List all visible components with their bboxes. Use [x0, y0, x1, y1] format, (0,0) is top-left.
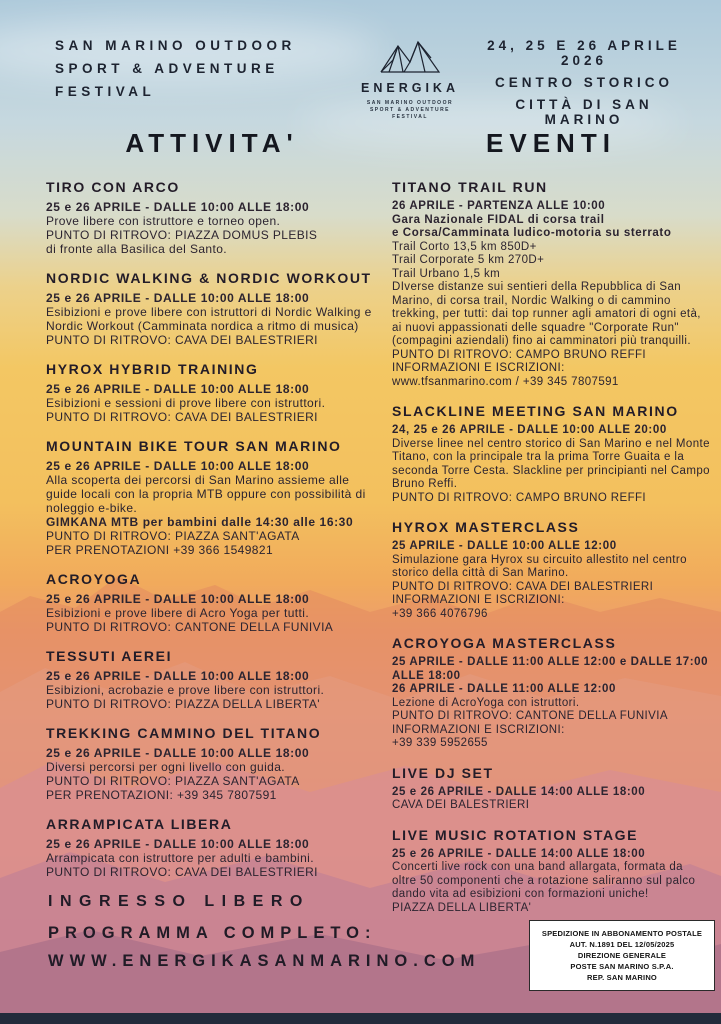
- logo: [345, 38, 475, 134]
- logo-tagline-line: SAN MARINO OUTDOOR: [366, 100, 454, 106]
- section-line: Trail Corporate 5 km 270D+: [392, 254, 545, 266]
- section-line: Concerti live rock con una band allargata, formata da oltre 50 componenti che a rotazione saliranno sul palco dando vita ad esibizioni con formazioni uniche!: [392, 861, 696, 900]
- section-line: 25 e 26 APRILE - DALLE 10:00 ALLE 18:00: [46, 592, 310, 606]
- section-body: [46, 291, 378, 347]
- section-line: 25 e 26 APRILE - DALLE 10:00 ALLE 18:00: [46, 291, 310, 305]
- section-line: 25 e 26 APRILE - DALLE 14:00 ALLE 18:00: [392, 785, 646, 798]
- section-body: [392, 424, 710, 505]
- section-line: 26 APRILE - PARTENZA ALLE 10:00: [392, 200, 606, 212]
- section-line: PUNTO DI RITROVO: CAVA DEI BALESTRIERI: [46, 410, 318, 424]
- events-column: [392, 128, 710, 929]
- section-body: [46, 200, 378, 256]
- section-line: INFORMAZIONI E ISCRIZIONI:: [392, 594, 565, 606]
- section-line: di fronte alla Basilica del Santo.: [46, 242, 228, 256]
- postal-line: SPEDIZIONE IN ABBONAMENTO POSTALE: [541, 929, 703, 938]
- section: [46, 816, 378, 879]
- section-line: 25 e 26 APRILE - DALLE 10:00 ALLE 18:00: [46, 200, 310, 214]
- postal-line: REP. SAN MARINO: [587, 973, 657, 982]
- section-body: [392, 200, 710, 389]
- section-line: Diversi percorsi per ogni livello con guida.: [46, 760, 286, 774]
- section-line: Trail Urbano 1,5 km: [392, 267, 501, 280]
- header-title-line: FESTIVAL: [55, 84, 156, 99]
- section-line: Esibizioni e prove libere di Acro Yoga per tutti.: [46, 606, 310, 620]
- section-body: [46, 459, 378, 557]
- section-line: Simulazione gara Hyrox su circuito allestito nel centro storico della città di San Marino.: [392, 553, 687, 579]
- section: [46, 361, 378, 424]
- postal-authorization-box: [529, 920, 715, 991]
- section-line: e Corsa/Camminata ludico-motoria su sterrato: [392, 227, 672, 239]
- event-info-line: CITTÀ DI SAN MARINO: [515, 97, 653, 127]
- section: [46, 270, 378, 347]
- event-info-line: CENTRO STORICO: [494, 75, 673, 90]
- section-title: TITANO TRAIL RUN: [392, 179, 548, 195]
- free-entry-text: INGRESSO LIBERO: [48, 893, 310, 910]
- header: [0, 38, 721, 134]
- logo-tagline-line: SPORT & ADVENTURE: [369, 107, 451, 113]
- section-body: [46, 746, 378, 802]
- activities-sections: [46, 179, 378, 879]
- section-title: SLACKLINE MEETING SAN MARINO: [392, 403, 679, 419]
- section-line: www.tfsanmarino.com / +39 345 7807591: [392, 375, 619, 388]
- section-line: PUNTO DI RITROVO: PIAZZA SANT'AGATA: [46, 529, 300, 543]
- section-line: +39 339 5952655: [392, 737, 488, 749]
- postal-line: DIREZIONE GENERALE: [577, 951, 667, 960]
- section-line: 25 e 26 APRILE - DALLE 10:00 ALLE 18:00: [46, 746, 310, 760]
- logo-tagline-line: FESTIVAL: [392, 114, 428, 120]
- section-line: 25 e 26 APRILE - DALLE 10:00 ALLE 18:00: [46, 837, 310, 851]
- section-line: Trail Corto 13,5 km 850D+: [392, 240, 537, 253]
- activities-column: [46, 128, 378, 893]
- section: [46, 179, 378, 256]
- section-line: PUNTO DI RITROVO: CANTONE DELLA FUNIVIA: [46, 620, 334, 634]
- section-line: GIMKANA MTB per bambini dalle 14:30 alle 16:30: [46, 515, 354, 529]
- section-line: 25 e 26 APRILE - DALLE 10:00 ALLE 18:00: [46, 382, 310, 396]
- section-body: [392, 786, 710, 813]
- section: [46, 725, 378, 802]
- section-line: Alla scoperta dei percorsi di San Marino assieme alle guide locali con la propria MTB oppure con possibilità di noleggio e-bike.: [46, 473, 366, 515]
- section-line: PUNTO DI RITROVO: PIAZZA DELLA LIBERTA': [46, 697, 320, 711]
- postal-line: POSTE SAN MARINO S.P.A.: [570, 962, 674, 971]
- section-title: NORDIC WALKING & NORDIC WORKOUT: [46, 270, 372, 286]
- mountain-logo-icon: [345, 38, 475, 78]
- section-line: Arrampicata con istruttore per adulti e bambini.: [46, 851, 314, 865]
- section-line: 25 APRILE - DALLE 11:00 ALLE 12:00 e DALLE 17:00 ALLE 18:00: [392, 656, 709, 682]
- postal-line: AUT. N.1891 DEL 12/05/2025: [569, 940, 675, 949]
- section-line: DIverse distanze sui sentieri della Repubblica di San Marino, di corsa trail, Nordic Walking o di cammino trekking, per tutti: dai top runner agli amatori di ogni età, ai nuovi appassionati delle squadre "Corporate Run" (compagini aziendali) fino ai camminatori più tranquilli.: [392, 281, 701, 347]
- section-title: MOUNTAIN BIKE TOUR SAN MARINO: [46, 438, 342, 454]
- section-title: TREKKING CAMMINO DEL TITANO: [46, 725, 322, 741]
- full-program-text: PROGRAMMA COMPLETO:: [48, 924, 377, 942]
- section-line: Prove libere con istruttore e torneo open.: [46, 214, 281, 228]
- section: [392, 635, 710, 751]
- section-line: Esibizioni e prove libere con istruttori di Nordic Walking e Nordic Workout (Camminata nordica a ritmo di musica): [46, 305, 372, 333]
- section-line: INFORMAZIONI E ISCRIZIONI:: [392, 723, 565, 736]
- events-heading: EVENTI: [486, 128, 616, 158]
- section-title: ACROYOGA: [46, 571, 142, 587]
- section-line: 25 e 26 APRILE - DALLE 10:00 ALLE 18:00: [46, 459, 310, 473]
- section-line: 25 APRILE - DALLE 10:00 ALLE 12:00: [392, 540, 617, 552]
- section-title: TIRO CON ARCO: [46, 179, 180, 195]
- section: [46, 438, 378, 557]
- section-line: PUNTO DI RITROVO: CAVA DEI BALESTRIERI: [46, 865, 318, 879]
- section: [392, 179, 710, 389]
- section-line: PER PRENOTAZIONI: +39 345 7807591: [46, 788, 277, 802]
- section-line: PUNTO DI RITROVO: CANTONE DELLA FUNIVIA: [392, 710, 668, 722]
- section-body: [392, 656, 710, 751]
- section: [392, 519, 710, 621]
- section-line: PUNTO DI RITROVO: CAMPO BRUNO REFFI: [392, 491, 647, 504]
- section-title: TESSUTI AEREI: [46, 648, 173, 664]
- section-line: +39 366 4076796: [392, 607, 488, 620]
- footer: [48, 893, 568, 971]
- section-line: PUNTO DI RITROVO: PIAZZA SANT'AGATA: [46, 774, 300, 788]
- section-line: Esibizioni, acrobazie e prove libere con istruttori.: [46, 683, 325, 697]
- header-title-line: SPORT & ADVENTURE: [55, 61, 279, 76]
- section-line: PUNTO DI RITROVO: CAMPO BRUNO REFFI: [392, 348, 647, 361]
- section-body: [46, 669, 378, 711]
- section-line: 25 e 26 APRILE - DALLE 14:00 ALLE 18:00: [392, 847, 646, 860]
- logo-tagline: [345, 100, 475, 121]
- section-title: HYROX MASTERCLASS: [392, 519, 580, 535]
- section-line: PUNTO DI RITROVO: PIAZZA DOMUS PLEBIS: [46, 228, 318, 242]
- section-line: CAVA DEI BALESTRIERI: [392, 799, 530, 811]
- section-body: [46, 837, 378, 879]
- header-title: [0, 38, 355, 134]
- section: [46, 648, 378, 711]
- section-body: [392, 540, 710, 621]
- section-line: INFORMAZIONI E ISCRIZIONI:: [392, 362, 565, 374]
- section-title: LIVE MUSIC ROTATION STAGE: [392, 826, 639, 843]
- section-line: Diverse linee nel centro storico di San Marino e nel Monte Titano, con la principale tra la prima Torre Guaita e la seconda Torre Cesta. Slackline per principianti nel Campo Bruno Reffi.: [392, 437, 710, 490]
- section-line: PER PRENOTAZIONI +39 366 1549821: [46, 543, 274, 557]
- section-line: PUNTO DI RITROVO: CAVA DEI BALESTRIERI: [392, 580, 654, 593]
- section-line: PUNTO DI RITROVO: CAVA DEI BALESTRIERI: [46, 333, 318, 347]
- event-info-line: 24, 25 E 26 APRILE 2026: [487, 38, 681, 68]
- section-line: Gara Nazionale FIDAL di corsa trail: [392, 213, 605, 226]
- events-sections: [392, 179, 710, 915]
- event-info: [475, 38, 721, 134]
- activities-heading: ATTIVITA': [125, 128, 299, 158]
- section-body: [46, 382, 378, 424]
- section-line: 24, 25 e 26 APRILE - DALLE 10:00 ALLE 20:00: [392, 424, 667, 436]
- website-url: WWW.ENERGIKASANMARINO.COM: [48, 952, 481, 970]
- section-line: 25 e 26 APRILE - DALLE 10:00 ALLE 18:00: [46, 669, 310, 683]
- section-line: PIAZZA DELLA LIBERTA': [392, 901, 532, 914]
- logo-name: ENERGIKA: [361, 81, 459, 95]
- section: [392, 403, 710, 505]
- section-title: HYROX HYBRID TRAINING: [46, 361, 259, 377]
- header-title-line: SAN MARINO OUTDOOR: [55, 38, 296, 53]
- section-body: [46, 592, 378, 634]
- section: [46, 571, 378, 634]
- section-line: Lezione di AcroYoga con istruttori.: [392, 696, 580, 709]
- section-line: 26 APRILE - DALLE 11:00 ALLE 12:00: [392, 683, 617, 695]
- section-line: Esibizioni e sessioni di prove libere con istruttori.: [46, 396, 326, 410]
- section-title: LIVE DJ SET: [392, 764, 494, 781]
- section-title: ACROYOGA MASTERCLASS: [392, 635, 617, 651]
- section-title: ARRAMPICATA LIBERA: [46, 816, 233, 832]
- section: [392, 765, 710, 813]
